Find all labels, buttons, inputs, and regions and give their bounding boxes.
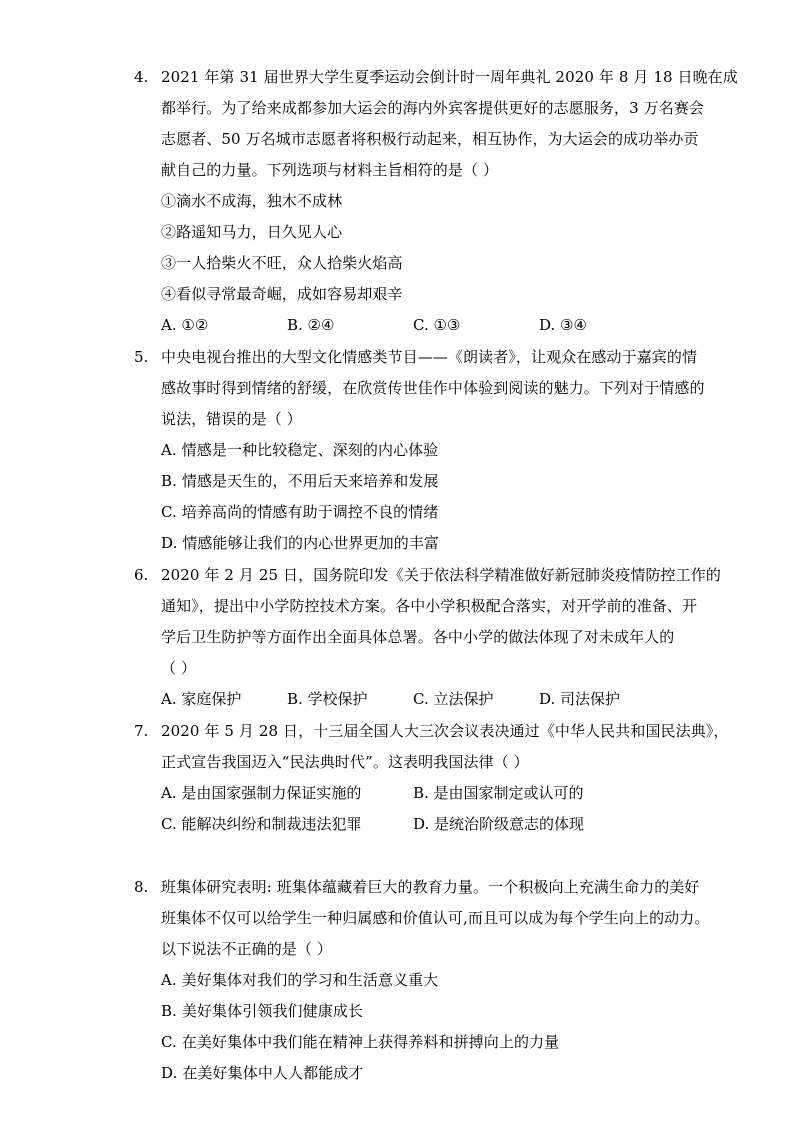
option-d: D. ③④ — [539, 316, 587, 334]
question-body — [161, 62, 738, 341]
question-number: 8. — [134, 878, 149, 896]
option-c: C. 在美好集体中我们能在精神上获得养料和拼搏向上的力量 — [161, 1033, 560, 1051]
option-c: C. 培养高尚的情感有助于调控不良的情绪 — [161, 503, 439, 521]
question-number: 7. — [134, 722, 149, 740]
options-row — [161, 310, 694, 341]
question-stem-line: 通知》，提出中小学防控技术方案。各中小学积极配合落实，对开学前的准备、开 — [161, 597, 698, 615]
question-stem-line: 以下说法不正确的是（ ） — [161, 940, 332, 958]
question-body — [161, 342, 705, 559]
question-stem-line: 2020 年 5 月 28 日，十三届全国人大三次会议表决通过《中华人民共和国民法典》， — [161, 722, 729, 740]
question-body — [161, 716, 729, 840]
option-c: C. 立法保护 — [413, 690, 494, 708]
question-stem-line: （ ） — [161, 659, 197, 677]
option-c: C. 能解决纠纷和制裁违法犯罪 — [161, 815, 362, 833]
statement-item: ④看似寻常最奇崛，成如容易却艰辛 — [161, 285, 403, 303]
question-number: 6. — [134, 566, 149, 584]
option-d: D. 情感能够让我们的内心世界更加的丰富 — [161, 534, 440, 552]
option-b: B. 学校保护 — [287, 690, 368, 708]
option-c: C. ①③ — [413, 316, 461, 334]
statement-item: ①滴水不成海，独木不成林 — [161, 192, 343, 210]
option-b: B. 是由国家制定或认可的 — [413, 784, 584, 802]
statement-item: ③一人拾柴火不旺，众人拾柴火焰高 — [161, 254, 403, 272]
question-body — [161, 560, 721, 715]
question-body — [161, 872, 710, 1089]
question-stem-line: 感故事时得到情绪的舒缓，在欣赏传世佳作中体验到阅读的魅力。下列对于情感的 — [161, 379, 705, 397]
options-row — [161, 684, 694, 715]
option-a: A. 情感是一种比较稳定、深刻的内心体验 — [161, 441, 439, 459]
question-stem-line: 献自己的力量。下列选项与材料主旨相符的是（ ） — [161, 161, 499, 179]
option-b: B. 美好集体引领我们健康成长 — [161, 1002, 364, 1020]
question-stem-line: 学后卫生防护等方面作出全面具体总署。各中小学的做法体现了对未成年人的 — [161, 628, 675, 646]
question-stem-line: 班集体研究表明: 班集体蕴藏着巨大的教育力量。一个积极向上充满生命力的美好 — [161, 878, 700, 896]
options-row — [161, 778, 694, 809]
question-stem-line: 说法，错误的是（ ） — [161, 410, 302, 428]
option-b: B. ②④ — [287, 316, 335, 334]
question-number: 4. — [134, 68, 149, 86]
question-number: 5. — [134, 348, 149, 366]
statement-item: ②路遥知马力，日久见人心 — [161, 223, 343, 241]
option-d: D. 司法保护 — [539, 690, 621, 708]
option-b: B. 情感是天生的，不用后天来培养和发展 — [161, 472, 439, 490]
option-a: A. 家庭保护 — [161, 690, 242, 708]
option-d: D. 是统治阶级意志的体现 — [413, 815, 585, 833]
question-stem-line: 正式宣告我国迈入“民法典时代”。这表明我国法律（ ） — [161, 753, 529, 771]
question-stem-line: 班集体不仅可以给学生一种归属感和价值认可,而且可以成为每个学生向上的动力。 — [161, 909, 710, 927]
question-stem-line: 中央电视台推出的大型文化情感类节目——《朗读者》，让观众在感动于嘉宾的情 — [161, 348, 698, 366]
question-stem-line: 2020 年 2 月 25 日，国务院印发《关于依法科学精准做好新冠肺炎疫情防控工作的 — [161, 566, 721, 584]
question-stem-line: 都举行。为了给来成都参加大运会的海内外宾客提供更好的志愿服务，3 万名赛会 — [161, 99, 705, 117]
option-a: A. ①② — [161, 316, 209, 334]
option-d: D. 在美好集体中人人都能成才 — [161, 1064, 364, 1082]
question-stem-line: 2021 年第 31 届世界大学生夏季运动会倒计时一周年典礼 2020 年 8 月 18 日晚在成 — [161, 68, 738, 86]
option-a: A. 是由国家强制力保证实施的 — [161, 784, 362, 802]
options-row — [161, 809, 694, 840]
question-stem-line: 志愿者、50 万名城市志愿者将积极行动起来，相互协作，为大运会的成功举办贡 — [161, 130, 699, 148]
option-a: A. 美好集体对我们的学习和生活意义重大 — [161, 971, 439, 989]
